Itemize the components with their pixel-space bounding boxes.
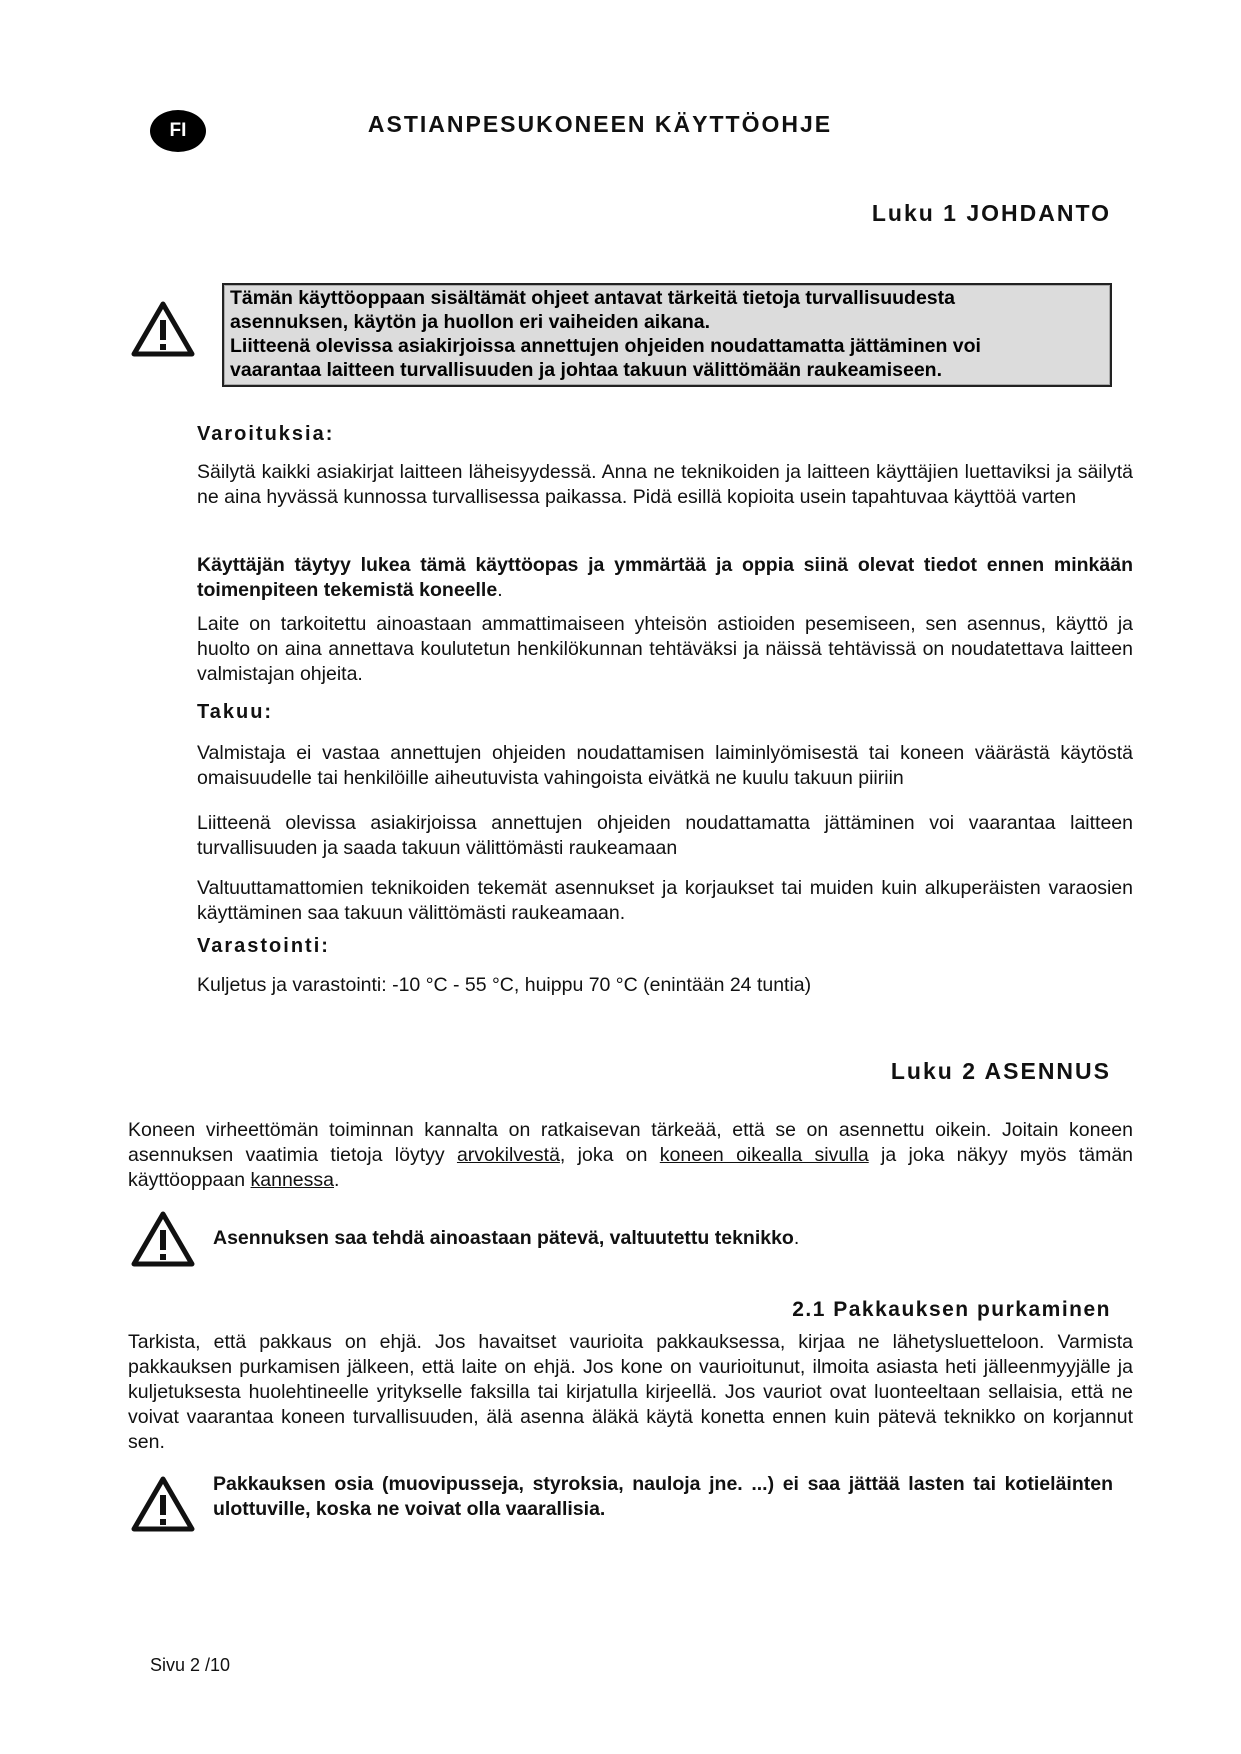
installation-warning-text: Asennuksen saa tehdä ainoastaan pätevä, valtuutettu teknikko (213, 1227, 794, 1249)
link-arvokilvesta[interactable]: arvokilvestä (456, 1144, 560, 1166)
intro-text-2: , joka on (559, 1144, 660, 1166)
section-2-1-title: 2.1 Pakkauksen purkaminen (792, 1298, 1111, 1321)
varoituksia-paragraph-2-bold: Käyttäjän täytyy lukea tämä käyttöopas ja ymmärtää ja oppia siinä olevat tiedot ennen minkään toimenpiteen tekemistä koneelle (197, 554, 1133, 601)
varastointi-paragraph: Kuljetus ja varastointi: -10 °C - 55 °C, huippu 70 °C (enintään 24 tuntia) (197, 974, 812, 996)
takuu-paragraph-3: Valtuuttamattomien teknikoiden tekemät asennukset ja korjaukset tai muiden kuin alkuperäisten varaosien käyttäminen saa takuun välittömästi raukeamaan. (197, 877, 1133, 924)
heading-takuu: Takuu: (197, 701, 274, 723)
warning-box-line-3: Liitteenä olevissa asiakirjoissa annettujen ohjeiden noudattamatta jättäminen voi (230, 335, 981, 357)
link-koneen-oikealla-sivulla[interactable]: koneen oikealla sivulla (659, 1144, 869, 1166)
takuu-paragraph-2: Liitteenä olevissa asiakirjoissa annettujen ohjeiden noudattamatta jättäminen voi vaarantaa laitteen turvallisuuden ja saada takuun välittömästi raukeamaan (197, 812, 1133, 859)
takuu-paragraph-1: Valmistaja ei vastaa annettujen ohjeiden noudattamisen laiminlyömisestä tai koneen väärästä käytöstä omaisuudelle tai henkilöille aiheutuvista vahingoista eivätkä ne kuulu takuun piiriin (197, 742, 1133, 789)
packaging-warning: Pakkauksen osia (muovipusseja, styroksia, nauloja jne. ...) ei saa jättää lasten tai kotieläinten ulottuville, koska ne voivat olla vaarallisia. (213, 1473, 1113, 1520)
intro-text-1: Koneen virheettömän toiminnan kannalta on ratkaisevan tärkeää, että se on asennettu oikein. Joitain koneen asennuksen vaatimia tietoja löytyy (128, 1119, 1133, 1166)
heading-varastointi: Varastointi: (197, 935, 330, 957)
intro-text-4: . (334, 1169, 340, 1191)
warning-triangle-icon (130, 1475, 196, 1533)
warning-box-line-1: Tämän käyttöoppaan sisältämät ohjeet antavat tärkeitä tietoja turvallisuudesta (230, 287, 955, 309)
heading-varoituksia: Varoituksia: (197, 423, 335, 445)
varoituksia-paragraph-2 (197, 553, 1133, 603)
unpacking-paragraph: Tarkista, että pakkaus on ehjä. Jos havaitset vaurioita pakkauksessa, kirjaa ne lähetysluetteloon. Varmista pakkauksen purkamisen jälkeen, että laite on ehjä. Jos kone on vaurioitunut, ilmoita asiasta heti jälleenmyyjälle ja kuljetuksesta huolehtineelle yritykselle faksilla tai kirjatulla kirjeellä. Jos vauriot ovat luonteeltaan sellaisia, että ne voivat vaarantaa koneen turvallisuuden, älä asenna äläkä käytä konetta ennen kuin pätevä teknikko on korjannut sen. (128, 1331, 1133, 1453)
safety-warning-box (222, 283, 1112, 387)
document-title: ASTIANPESUKONEEN KÄYTTÖOHJE (367, 111, 833, 137)
warning-triangle-icon (130, 300, 196, 358)
varoituksia-paragraph-3: Laite on tarkoitettu ainoastaan ammattimaiseen yhteisön astioiden pesemiseen, sen asennus, käyttö ja huolto on aina annettava koulutetun henkilökunnan tehtäväksi ja näissä tehtävissä on noudatettava laitteen valmistajan ohjeita. (197, 613, 1133, 685)
chapter-1-title: Luku 1 JOHDANTO (871, 200, 1111, 226)
language-badge-label: FI (169, 120, 187, 141)
asennus-intro-paragraph (128, 1118, 1133, 1193)
language-badge (150, 110, 206, 152)
varoituksia-paragraph-1: Säilytä kaikki asiakirjat laitteen läheisyydessä. Anna ne teknikoiden ja laitteen käyttäjien luettaviksi ja säilytä ne aina hyvässä kunnossa turvallisessa paikassa. Pidä esillä kopioita usein tapahtuvaa käyttöä varten (197, 461, 1133, 508)
warning-box-line-4: vaarantaa laitteen turvallisuuden ja johtaa takuun välittömään raukeamiseen. (230, 359, 942, 381)
varoituksia-paragraph-2-end: . (497, 579, 503, 601)
intro-text-3: ja joka näkyy myös tämän käyttöoppaan (128, 1144, 1134, 1191)
link-kannessa[interactable]: kannessa (250, 1169, 334, 1191)
warning-box-line-2: asennuksen, käytön ja huollon eri vaiheiden aikana. (230, 311, 711, 333)
installation-warning-end: . (793, 1227, 800, 1249)
page-number: Sivu 2 /10 (150, 1655, 231, 1675)
chapter-2-title: Luku 2 ASENNUS (890, 1058, 1111, 1084)
warning-triangle-icon (130, 1210, 196, 1268)
installation-warning (213, 1226, 1113, 1251)
